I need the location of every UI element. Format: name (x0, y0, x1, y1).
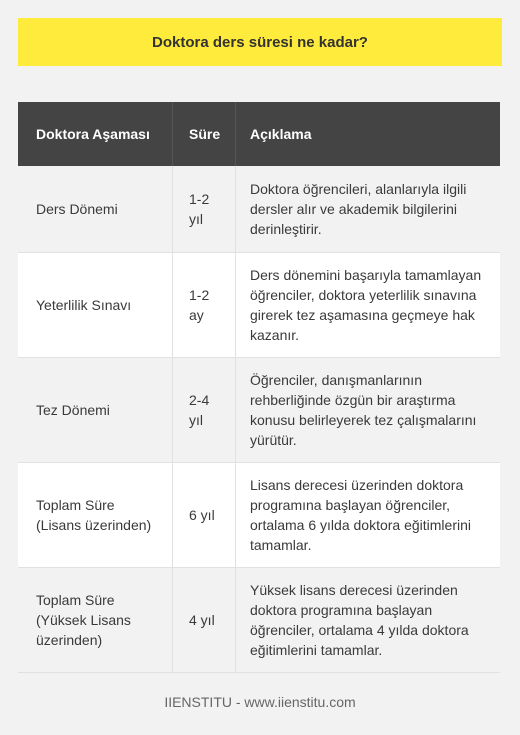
table-row (18, 358, 500, 463)
stage-cell: Ders Dönemi (18, 166, 173, 253)
table-header (18, 102, 500, 166)
description-cell: Lisans derecesi üzerinden doktora programına başlayan öğrenciler, ortalama 6 yılda doktora eğitimlerini tamamlar. (236, 463, 501, 568)
phd-duration-table-container (18, 102, 500, 673)
duration-cell: 4 yıl (173, 568, 236, 673)
column-header-stage: Doktora Aşaması (18, 102, 173, 166)
table-body (18, 166, 500, 673)
table-row (18, 253, 500, 358)
description-cell: Yüksek lisans derecesi üzerinden doktora programına başlayan öğrenciler, ortalama 4 yılda doktora eğitimlerini tamamlar. (236, 568, 501, 673)
column-header-duration: Süre (173, 102, 236, 166)
description-cell: Öğrenciler, danışmanlarının rehberliğinde özgün bir araştırma konusu belirleyerek tez çalışmalarını yürütür. (236, 358, 501, 463)
duration-cell: 1-2 ay (173, 253, 236, 358)
column-header-description: Açıklama (236, 102, 501, 166)
page-title: Doktora ders süresi ne kadar? (18, 18, 502, 66)
stage-cell: Yeterlilik Sınavı (18, 253, 173, 358)
table-row (18, 166, 500, 253)
description-cell: Ders dönemini başarıyla tamamlayan öğrenciler, doktora yeterlilik sınavına girerek tez aşamasına geçmeye hak kazanır. (236, 253, 501, 358)
duration-cell: 1-2 yıl (173, 166, 236, 253)
phd-duration-table (18, 102, 500, 673)
footer-credit: IIENSTITU - www.iienstitu.com (164, 694, 356, 710)
duration-cell: 6 yıl (173, 463, 236, 568)
stage-cell: Toplam Süre (Yüksek Lisans üzerinden) (18, 568, 173, 673)
table-row (18, 568, 500, 673)
stage-cell: Toplam Süre (Lisans üzerinden) (18, 463, 173, 568)
table-header-row (18, 102, 500, 166)
duration-cell: 2-4 yıl (173, 358, 236, 463)
stage-cell: Tez Dönemi (18, 358, 173, 463)
table-row (18, 463, 500, 568)
description-cell: Doktora öğrencileri, alanlarıyla ilgili dersler alır ve akademik bilgilerini derinleştirir. (236, 166, 501, 253)
